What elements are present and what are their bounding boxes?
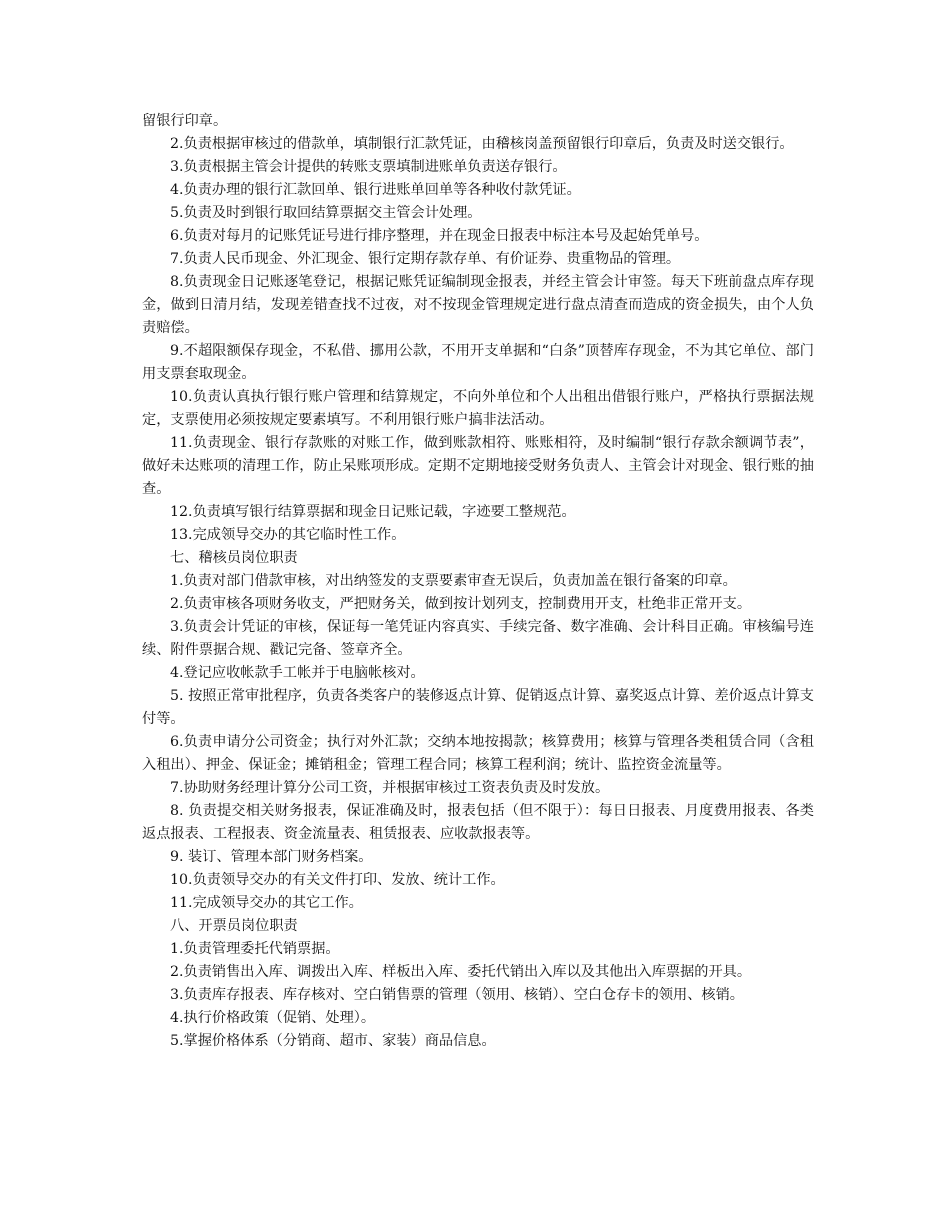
paragraph: 10.负责认真执行银行账户管理和结算规定，不向外单位和个人出租出借银行账户，严格执行票据法规定，支票使用必须按规定要素填写。不利用银行账户搞非法活动。	[142, 389, 814, 428]
paragraph: 2.负责根据审核过的借款单，填制银行汇款凭证，由稽核岗盖预留银行印章后，负责及时送交银行。	[170, 136, 794, 152]
paragraph: 3.负责库存报表、库存核对、空白销售票的管理（领用、核销）、空白仓存卡的领用、核销。	[170, 987, 744, 1003]
paragraph: 3.负责根据主管会计提供的转账支票填制进账单负责送存银行。	[170, 159, 567, 175]
paragraph: 6.负责申请分公司资金；执行对外汇款；交纳本地按揭款；核算费用；核算与管理各类租赁合同（含租入租出）、押金、保证金；摊销租金；管理工程合同；核算工程利润；统计、监控资金流量等。	[142, 734, 814, 773]
paragraph: 8. 负责提交相关财务报表，保证准确及时，报表包括（但不限于）：每日日报表、月度费用报表、各类返点报表、工程报表、资金流量表、租赁报表、应收款报表等。	[142, 803, 814, 842]
paragraph: 4.执行价格政策（促销、处理）。	[170, 1010, 376, 1026]
paragraph: 9. 装订、管理本部门财务档案。	[170, 849, 373, 865]
paragraph: 2.负责销售出入库、调拨出入库、样板出入库、委托代销出入库以及其他出入库票据的开具。	[170, 964, 752, 980]
paragraph: 7.负责人民币现金、外汇现金、银行定期存款存单、有价证券、贵重物品的管理。	[170, 251, 681, 267]
paragraph: 13.完成领导交办的其它临时性工作。	[170, 527, 406, 543]
paragraph: 7.协助财务经理计算分公司工资，并根据审核过工资表负责及时发放。	[170, 780, 610, 796]
paragraph: 1.负责管理委托代销票据。	[170, 941, 340, 957]
paragraph: 留银行印章。	[142, 113, 228, 129]
paragraph: 9.不超限额保存现金，不私借、挪用公款，不用开支单据和“白条”顶替库存现金，不为其它单位、部门用支票套取现金。	[142, 343, 814, 382]
section-heading: 七、稽核员岗位职责	[170, 550, 298, 566]
paragraph: 5.负责及时到银行取回结算票据交主管会计处理。	[170, 205, 482, 221]
paragraph: 10.负责领导交办的有关文件打印、发放、统计工作。	[170, 872, 505, 888]
document-body	[142, 110, 814, 1053]
paragraph: 8.负责现金日记账逐笔登记，根据记账凭证编制现金报表，并经主管会计审签。每天下班前盘点库存现金，做到日清月结，发现差错查找不过夜，对不按现金管理规定进行盘点清查而造成的资金损失，由个人负责赔偿。	[142, 274, 814, 336]
paragraph: 12.负责填写银行结算票据和现金日记账记载，字迹要工整规范。	[170, 504, 576, 520]
paragraph: 11.负责现金、银行存款账的对账工作，做到账款相符、账账相符，及时编制“银行存款余额调节表”，做好未达账项的清理工作，防止呆账项形成。定期不定期地接受财务负责人、主管会计对现金、银行账的抽查。	[142, 435, 814, 497]
paragraph: 1.负责对部门借款审核，对出纳签发的支票要素审查无误后，负责加盖在银行备案的印章。	[170, 573, 737, 589]
paragraph: 3.负责会计凭证的审核，保证每一笔凭证内容真实、手续完备、数字准确、会计科目正确。审核编号连续、附件票据合规、戳记完备、签章齐全。	[142, 619, 814, 658]
paragraph: 2.负责审核各项财务收支，严把财务关，做到按计划列支，控制费用开支，杜绝非正常开支。	[170, 596, 752, 612]
paragraph: 4.登记应收帐款手工帐并于电脑帐核对。	[170, 665, 425, 681]
paragraph: 4.负责办理的银行汇款回单、银行进账单回单等各种收付款凭证。	[170, 182, 581, 198]
paragraph: 11.完成领导交办的其它工作。	[170, 895, 363, 911]
paragraph: 5. 按照正常审批程序，负责各类客户的装修返点计算、促销返点计算、嘉奖返点计算、差价返点计算支付等。	[142, 688, 814, 727]
section-heading: 八、开票员岗位职责	[170, 918, 298, 934]
paragraph: 5.掌握价格体系（分销商、超市、家装）商品信息。	[170, 1033, 496, 1049]
paragraph: 6.负责对每月的记账凭证号进行排序整理，并在现金日报表中标注本号及起始凭单号。	[170, 228, 709, 244]
